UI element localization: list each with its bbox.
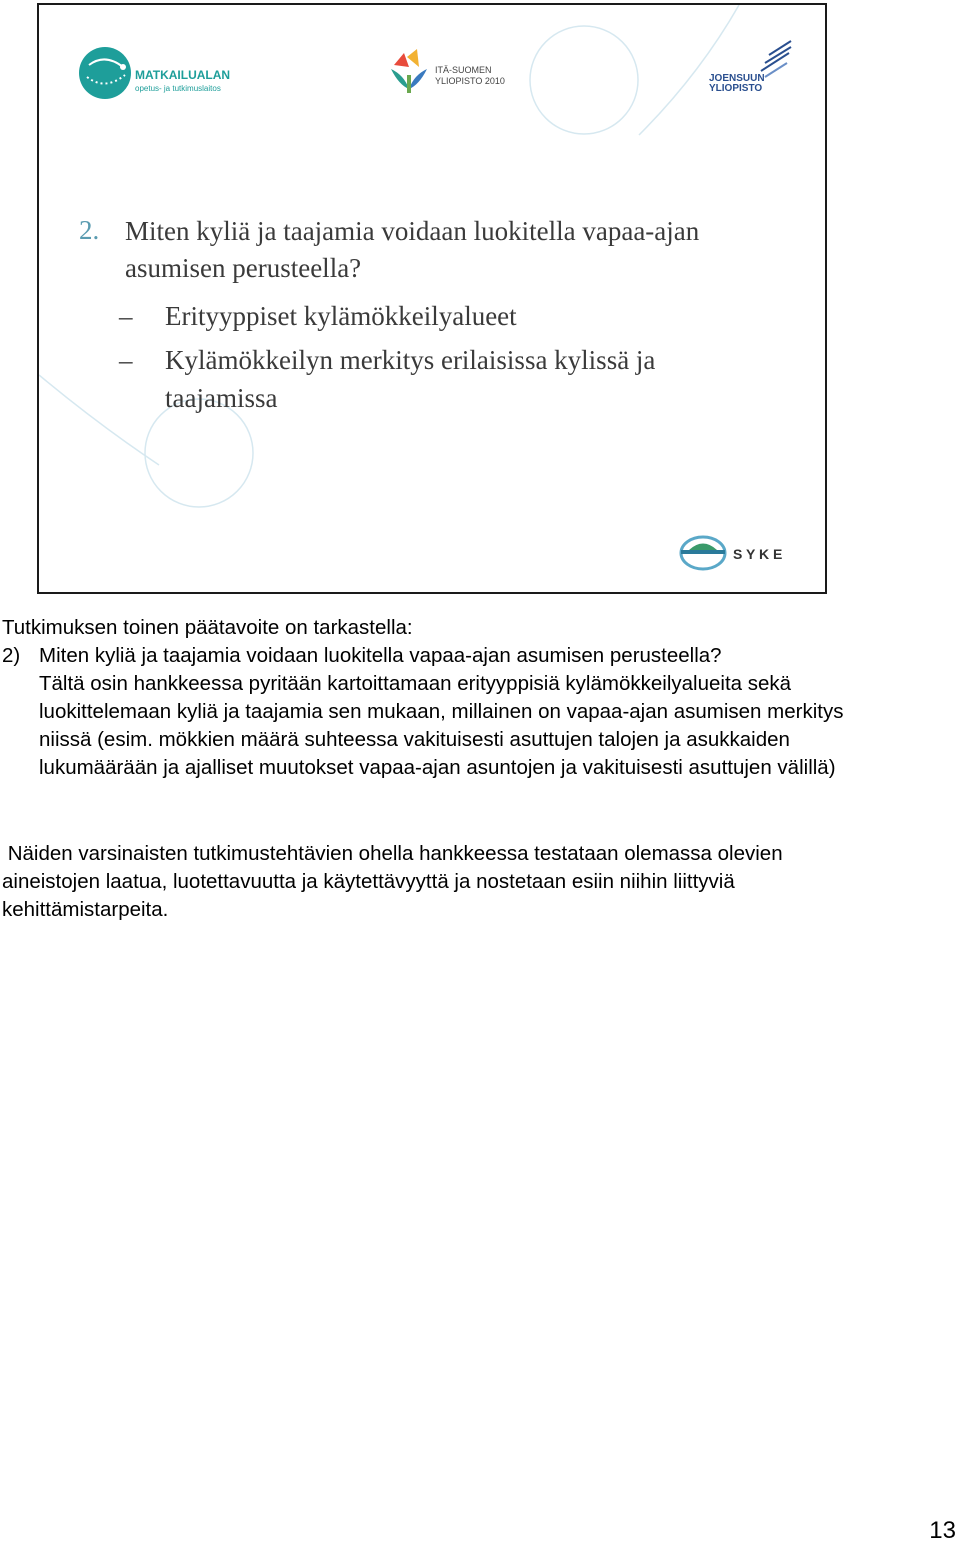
matkailu-logo bbox=[79, 47, 230, 99]
decor-arc-top bbox=[639, 5, 739, 135]
bullet-dash: – bbox=[119, 301, 133, 331]
slide-thumbnail bbox=[37, 3, 827, 594]
page-number: 13 bbox=[929, 1517, 956, 1544]
joensuu-logo-line1: JOENSUUN bbox=[709, 73, 765, 84]
bullet-dash: – bbox=[119, 345, 133, 375]
ita-logo-line2: YLIOPISTO 2010 bbox=[435, 76, 505, 86]
ita-logo-shape-yellow bbox=[407, 49, 419, 67]
decor-arc-left bbox=[39, 375, 159, 465]
notes-item-number: 2) bbox=[2, 644, 21, 667]
ita-logo-leaf-left bbox=[391, 69, 409, 89]
bullet-text: Erityyppiset kylämökkeilyalueet bbox=[165, 301, 517, 331]
ita-suomen-logo bbox=[391, 49, 505, 93]
matkailu-logo-line2: opetus- ja tutkimuslaitos bbox=[135, 84, 221, 93]
notes-paragraph-2: Näiden varsinaisten tutkimustehtävien ohella hankkeessa testataan olemassa olevien aineistojen laatua, luotettavuutta ja käytettävyyttä ja nostetaan esiin niihin liittyviä kehittämistarpeita. bbox=[2, 842, 789, 921]
syke-logo-text: S Y K E bbox=[733, 546, 783, 562]
joensuu-logo-line2: YLIOPISTO bbox=[709, 83, 763, 94]
notes-item-title: Miten kyliä ja taajamia voidaan luokitella vapaa-ajan asumisen perusteella? bbox=[39, 644, 722, 667]
ita-logo-shape-red bbox=[394, 53, 409, 67]
slide-title: Miten kyliä ja taajamia voidaan luokitella vapaa-ajan asumisen perusteella? bbox=[125, 216, 700, 283]
ita-logo-leaf-right bbox=[409, 69, 427, 89]
matkailu-logo-line1: MATKAILUALAN bbox=[135, 68, 231, 82]
bullet-text: Kylämökkeilyn merkitys erilaisissa kylissä ja taajamissa bbox=[165, 345, 656, 413]
notes-item bbox=[2, 642, 942, 782]
notes-intro: Tutkimuksen toinen päätavoite on tarkastella: bbox=[2, 616, 413, 639]
ita-logo-line1: ITÄ-SUOMEN bbox=[435, 65, 492, 75]
notes-item-body: Tältä osin hankkeessa pyritään kartoittamaan erityyppisiä kylämökkeilyalueita sekä luokittelemaan kyliä ja taajamia sen mukaan, millainen on vapaa-ajan asumisen merkitys niissä (esim. mökkien määrä suhteessa vakituisesti asuttujen talojen ja asukkaiden lukumäärään ja ajalliset muutokset vapaa-ajan asuntojen ja vakituisesti asuttujen välillä) bbox=[39, 672, 844, 779]
syke-logo bbox=[681, 537, 782, 569]
slide-title-number: 2. bbox=[79, 215, 100, 245]
matkailu-logo-circle-icon bbox=[79, 47, 131, 99]
joensuu-logo bbox=[709, 41, 791, 94]
decor-circle-top bbox=[530, 26, 638, 134]
